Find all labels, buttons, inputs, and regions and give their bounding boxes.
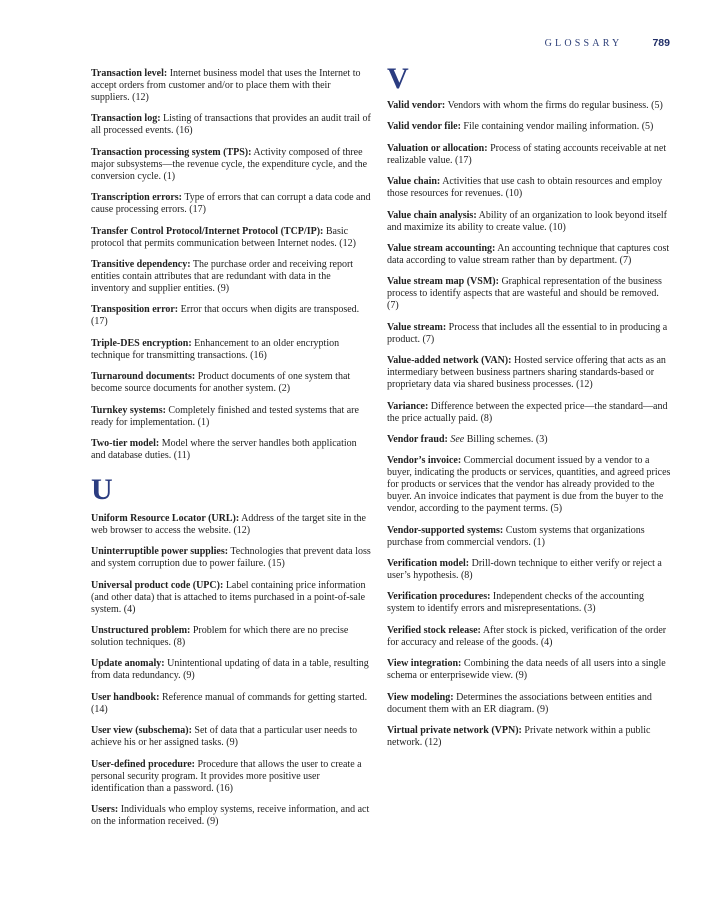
u-entries <box>91 513 371 828</box>
glossary-entry <box>91 658 371 682</box>
glossary-definition: Unintentional updating of data in a table, resulting from data redundancy. (9) <box>91 658 369 682</box>
glossary-term: User handbook: <box>91 691 160 703</box>
glossary-entry <box>91 147 371 183</box>
glossary-term: Transaction level: <box>91 68 168 79</box>
glossary-definition: Drill-down technique to either verify or reject a user’s hypothesis. (8) <box>387 558 662 582</box>
glossary-term: Virtual private network (VPN): <box>387 725 522 737</box>
glossary-definition: Process of stating accounts receivable at net realizable value. (17) <box>387 142 667 166</box>
glossary-entry <box>387 100 672 112</box>
glossary-entry <box>91 759 371 795</box>
glossary-entry <box>387 176 672 200</box>
right-column <box>387 62 672 758</box>
glossary-definition: Billing schemes. (3) <box>464 433 548 445</box>
glossary-term: Value-added network (VAN): <box>387 355 512 367</box>
glossary-term: Triple-DES encryption: <box>91 337 192 349</box>
glossary-definition: Ability of an organization to look beyond itself and maximize its ability to create value. (10) <box>387 209 667 233</box>
glossary-entry <box>91 192 371 216</box>
glossary-definition: Enhancement to an older encryption technique for transmitting transactions. (16) <box>91 337 340 361</box>
glossary-entry <box>387 276 672 312</box>
glossary-entry <box>91 580 371 616</box>
glossary-entry <box>91 692 371 716</box>
glossary-definition: An accounting technique that captures cost data according to value stream rather than by department. (7) <box>387 242 670 266</box>
glossary-term: Transitive dependency: <box>91 258 191 270</box>
glossary-term: Unstructured problem: <box>91 625 191 637</box>
glossary-term: Variance: <box>387 400 429 412</box>
glossary-definition: Reference manual of commands for getting started. (14) <box>91 691 368 715</box>
glossary-term: Vendor-supported systems: <box>387 524 504 536</box>
glossary-definition: Label containing price information (and other data) that is attached to items purchased in a point-of-sale system. (4) <box>91 579 366 615</box>
glossary-entry <box>387 558 672 582</box>
glossary-entry <box>91 113 371 137</box>
glossary-term: Two-tier model: <box>91 437 160 449</box>
glossary-entry <box>387 355 672 391</box>
glossary-definition: Determines the associations between entities and document them with an ER diagram. (9) <box>387 691 652 715</box>
glossary-term: Value chain analysis: <box>387 209 477 221</box>
glossary-term: Verification model: <box>387 558 470 570</box>
glossary-term: Verification procedures: <box>387 591 491 603</box>
glossary-term: View modeling: <box>387 691 454 703</box>
glossary-entry <box>387 322 672 346</box>
glossary-entry <box>91 546 371 570</box>
v-entries-continued <box>387 455 672 749</box>
glossary-definition: Difference between the expected price—the standard—and the price actually paid. (8) <box>387 400 668 424</box>
glossary-term: User view (subschema): <box>91 725 192 737</box>
glossary-definition: Activity composed of three major subsystems—the revenue cycle, the expenditure cycle, and the conversion cycle. (1) <box>91 146 368 182</box>
glossary-term: Transaction log: <box>91 113 161 125</box>
glossary-entry <box>387 434 672 446</box>
glossary-entry <box>91 226 371 250</box>
glossary-term: Value chain: <box>387 176 441 188</box>
glossary-term: Transfer Control Protocol/Internet Protocol (TCP/IP): <box>91 225 324 237</box>
glossary-entry <box>91 371 371 395</box>
section-letter-u: U <box>91 472 114 506</box>
left-column <box>91 68 371 837</box>
glossary-definition: Procedure that allows the user to create a personal security program. It provides more positive user identification than a password. (16) <box>91 758 362 794</box>
glossary-definition: Independent checks of the accounting system to identify errors and misrepresentations. (3) <box>387 591 644 615</box>
glossary-entry <box>387 725 672 749</box>
glossary-definition: Type of errors that can corrupt a data code and cause processing errors. (17) <box>91 192 371 216</box>
glossary-definition: Internet business model that uses the Internet to accept orders from customer and/or to place them with their suppliers. (12) <box>91 68 361 103</box>
glossary-term: Vendor fraud: <box>387 433 448 445</box>
glossary-entry <box>387 401 672 425</box>
glossary-definition: Individuals who employ systems, receive information, and act on the information received. (9) <box>91 804 370 828</box>
glossary-entry <box>91 725 371 749</box>
glossary-definition: Custom systems that organizations purchase from commercial vendors. (1) <box>387 524 645 548</box>
glossary-term: Update anomaly: <box>91 658 165 670</box>
glossary-definition: Set of data that a particular user needs to achieve his or her assigned tasks. (9) <box>91 725 358 749</box>
glossary-term: Uninterruptible power supplies: <box>91 546 229 558</box>
glossary-term: Uniform Resource Locator (URL): <box>91 512 240 524</box>
page-number: 789 <box>652 37 670 49</box>
glossary-term: Valid vendor file: <box>387 121 461 133</box>
section-title: GLOSSARY <box>544 37 623 49</box>
glossary-term: Value stream accounting: <box>387 242 496 254</box>
v-entries <box>387 100 672 425</box>
glossary-term: Turnaround documents: <box>91 371 196 383</box>
glossary-entry <box>91 405 371 429</box>
glossary-entry <box>387 525 672 549</box>
glossary-entry <box>91 304 371 328</box>
running-header <box>470 36 670 50</box>
glossary-entry <box>387 143 672 167</box>
glossary-definition: Process that includes all the essential to in producing a product. (7) <box>387 321 668 345</box>
glossary-term: View integration: <box>387 658 462 670</box>
glossary-entry <box>387 591 672 615</box>
glossary-entry <box>91 804 371 828</box>
glossary-definition: Hosted service offering that acts as an intermediary between business partners sharing standards-based or proprietary data via shared business processes. (12) <box>387 355 666 391</box>
glossary-definition: Commercial document issued by a vendor to a buyer, indicating the products or services, quantities, and agreed prices for products or services that the vendor has already provided to the buyer. An invoice indicates that payment is due from the buyer to the vendor, according to the payment terms. (5) <box>387 455 671 515</box>
glossary-definition: Technologies that prevent data loss and system corruption due to power failure. (15) <box>91 546 371 570</box>
glossary-definition: Listing of transactions that provides an audit trail of all processed events. (16) <box>91 113 371 137</box>
glossary-definition: Product documents of one system that become source documents for another system. (2) <box>91 371 351 395</box>
glossary-term: Universal product code (UPC): <box>91 579 224 591</box>
glossary-definition: Activities that use cash to obtain resources and employ those resources for revenues. (10) <box>387 176 663 200</box>
glossary-entry <box>387 121 672 133</box>
glossary-entry <box>387 625 672 649</box>
glossary-entry <box>387 210 672 234</box>
glossary-entry <box>91 625 371 649</box>
t-entries <box>91 68 371 462</box>
glossary-definition: The purchase order and receiving report entities contain attributes that are redundant with data in the inventory and supplier entities. (9) <box>91 258 354 294</box>
glossary-entry <box>387 455 672 515</box>
glossary-definition: Address of the target site in the web browser to access the website. (12) <box>91 512 366 536</box>
glossary-definition: Basic protocol that permits communication between Internet nodes. (12) <box>91 225 356 249</box>
section-letter-v: V <box>387 62 410 95</box>
glossary-definition: After stock is picked, verification of the order for accuracy and release of the goods. (4) <box>387 624 667 648</box>
glossary-entry <box>91 513 371 537</box>
glossary-definition: Model where the server handles both application and database duties. (11) <box>91 437 357 461</box>
glossary-term: Transcription errors: <box>91 192 183 204</box>
glossary-entry <box>91 338 371 362</box>
glossary-term: User-defined procedure: <box>91 758 195 770</box>
glossary-term: Valuation or allocation: <box>387 142 488 154</box>
glossary-term: Valid vendor: <box>387 100 446 111</box>
glossary-term: Verified stock release: <box>387 624 481 636</box>
glossary-definition: Error that occurs when digits are transposed. (17) <box>91 304 360 328</box>
glossary-definition: Vendors with whom the firms do regular business. (5) <box>445 100 663 111</box>
glossary-entry <box>387 658 672 682</box>
glossary-definition: File containing vendor mailing information. (5) <box>460 121 654 133</box>
glossary-definition: Problem for which there are no precise solution techniques. (8) <box>91 625 349 649</box>
glossary-entry <box>91 259 371 295</box>
glossary-definition: Private network within a public network. (12) <box>387 725 651 749</box>
glossary-definition: Combining the data needs of all users into a single schema or enterprisewide view. (9) <box>387 658 666 682</box>
glossary-entry <box>387 243 672 267</box>
glossary-term: Value stream: <box>387 321 447 333</box>
glossary-entry <box>387 692 672 716</box>
see-reference: See <box>450 433 465 445</box>
glossary-definition: Graphical representation of the business process to identify aspects that are wasteful and should be removed. (7) <box>387 276 662 312</box>
glossary-term: Users: <box>91 804 119 816</box>
glossary-entry <box>91 68 371 104</box>
glossary-term: Vendor’s invoice: <box>387 455 462 467</box>
glossary-term: Transposition error: <box>91 304 179 316</box>
glossary-term: Turnkey systems: <box>91 404 166 416</box>
glossary-definition: Completely finished and tested systems that are ready for implementation. (1) <box>91 404 359 428</box>
glossary-term: Value stream map (VSM): <box>387 276 499 288</box>
glossary-entry <box>91 438 371 462</box>
glossary-term: Transaction processing system (TPS): <box>91 146 252 158</box>
